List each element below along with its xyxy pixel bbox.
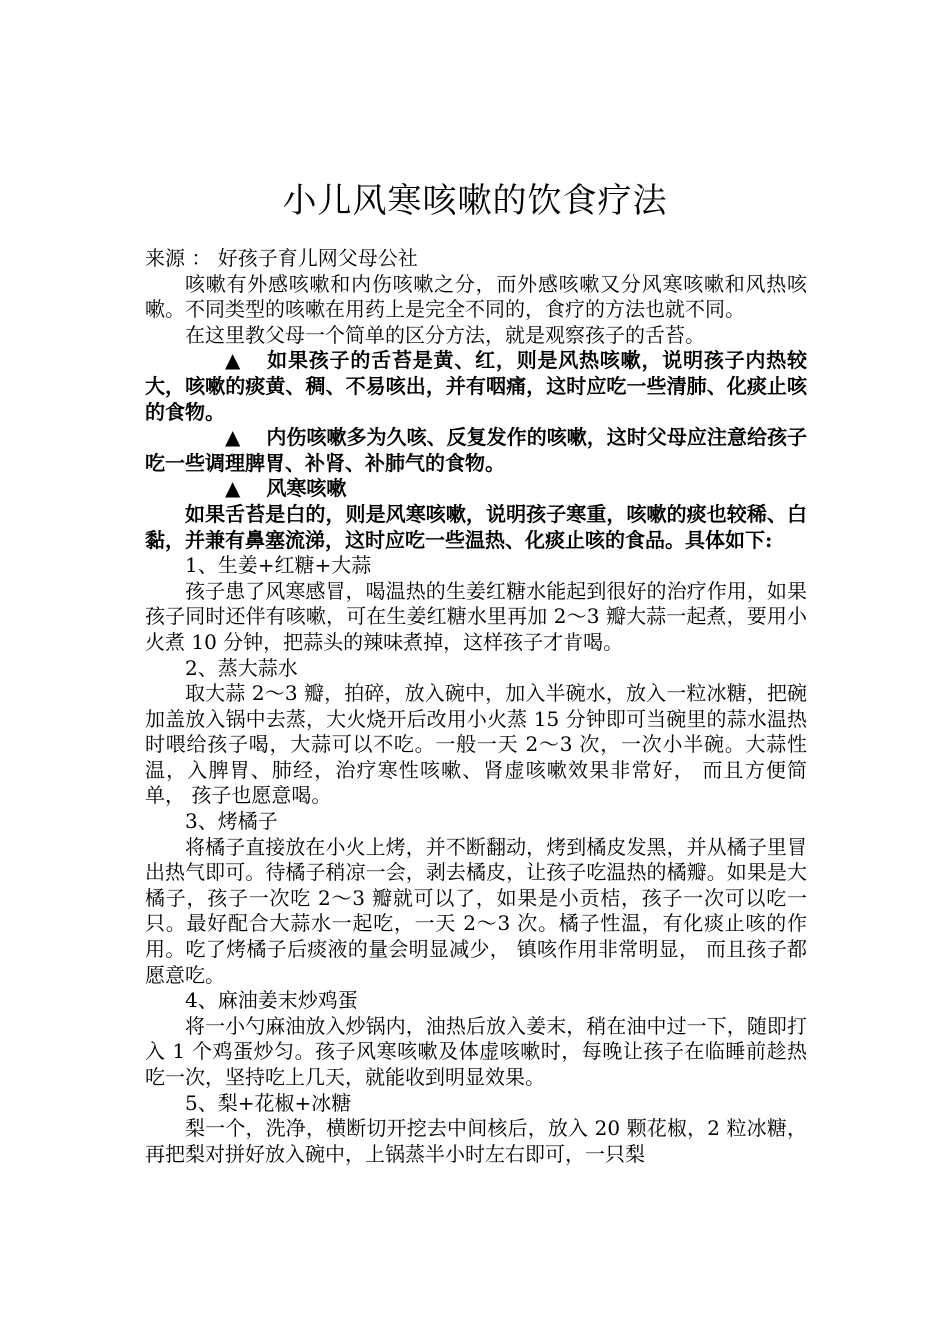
bullet-text: 风寒咳嗽 [266,476,347,501]
recipe-text-2: 取大蒜 2～3 瓣，拍碎，放入碗中，加入半碗水，放入一粒冰糖，把碗加盖放入锅中去蒸，大火烧开后改用小火蒸 15 分钟即可当碗里的蒜水温热时喂给孩子喝，大蒜可以不吃。一般一天 2～3 次，一次小半碗。大蒜性温，入脾胃、肺经，治疗寒性咳嗽、肾虚咳嗽效果非常好， 而且方便简单， 孩子也愿意喝。 [145,681,807,808]
recipe-text-3: 将橘子直接放在小火上烤，并不断翻动，烤到橘皮发黑，并从橘子里冒出热气即可。待橘子稍凉一会，剥去橘皮，让孩子吃温热的橘瓣。如果是大橘子，孩子一次吃 2～3 瓣就可以了，如果是小贡桔，孩子一次可以吃一只。最好配合大蒜水一起吃，一天 2～3 次。橘子性温，有化痰止咳的作用。吃了烤橘子后痰液的量会明显减少， 镇咳作用非常明显， 而且孩子都愿意吃。 [145,834,807,987]
bullet-internal-cough [145,425,807,476]
recipe-heading-5: 5、梨+花椒+冰糖 [185,1090,352,1115]
source-line: 来源 ： 好孩子育儿网父母公社 [145,246,418,270]
recipe-text-5: 梨一个，洗净，横断切开挖去中间核后，放入 20 颗花椒，2 粒冰糖，再把梨对拼好放入碗中，上锅蒸半小时左右即可，一只梨 [145,1116,807,1166]
intro-paragraph: 咳嗽有外感咳嗽和内伤咳嗽之分，而外感咳嗽又分风寒咳嗽和风热咳嗽。不同类型的咳嗽在用药上是完全不同的，食疗的方法也就不同。 [145,271,807,322]
page-title: 小儿风寒咳嗽的饮食疗法 [282,181,668,221]
tongue-tip-paragraph: 在这里教父母一个简单的区分方法，就是观察孩子的舌苔。 [185,322,705,347]
bullet-wind-cold [145,476,807,502]
triangle-bullet-icon: ▲ [225,348,241,373]
recipe-text-4: 将一小勺麻油放入炒锅内，油热后放入姜末，稍在油中过一下，随即打入 1 个鸡蛋炒匀。孩子风寒咳嗽及体虚咳嗽时，每晚让孩子在临睡前趁热吃一次，坚持吃上几天，就能收到明显效果。 [145,1013,807,1089]
wind-cold-paragraph: 如果舌苔是白的，则是风寒咳嗽，说明孩子寒重，咳嗽的痰也较稀、白黏，并兼有鼻塞流涕，这时应吃一些温热、化痰止咳的食品。具体如下: [145,501,807,552]
bullet-text: 内伤咳嗽多为久咳、反复发作的咳嗽，这时父母应注意给孩子吃一些调理脾胃、补肾、补肺气的食物。 [145,425,807,475]
recipe-heading-4: 4、麻油姜末炒鸡蛋 [185,988,358,1013]
article-body [145,246,807,1167]
triangle-bullet-icon: ▲ [225,425,241,450]
recipe-heading-2: 2、蒸大蒜水 [185,655,298,680]
recipe-heading-3: 3、烤橘子 [185,809,278,834]
bullet-wind-heat [145,348,807,425]
bullet-text: 如果孩子的舌苔是黄、红，则是风热咳嗽，说明孩子内热较大，咳嗽的痰黄、稠、不易咳出，并有咽痛，这时应吃一些清肺、化痰止咳的食物。 [145,348,807,424]
recipe-text-1: 孩子患了风寒感冒，喝温热的生姜红糖水能起到很好的治疗作用，如果孩子同时还伴有咳嗽，可在生姜红糖水里再加 2～3 瓣大蒜一起煮，要用小火煮 10 分钟，把蒜头的辣味煮掉，这样孩子才肯喝。 [145,578,807,654]
recipe-heading-1: 1、生姜+红糖+大蒜 [185,553,372,578]
triangle-bullet-icon: ▲ [225,476,241,501]
